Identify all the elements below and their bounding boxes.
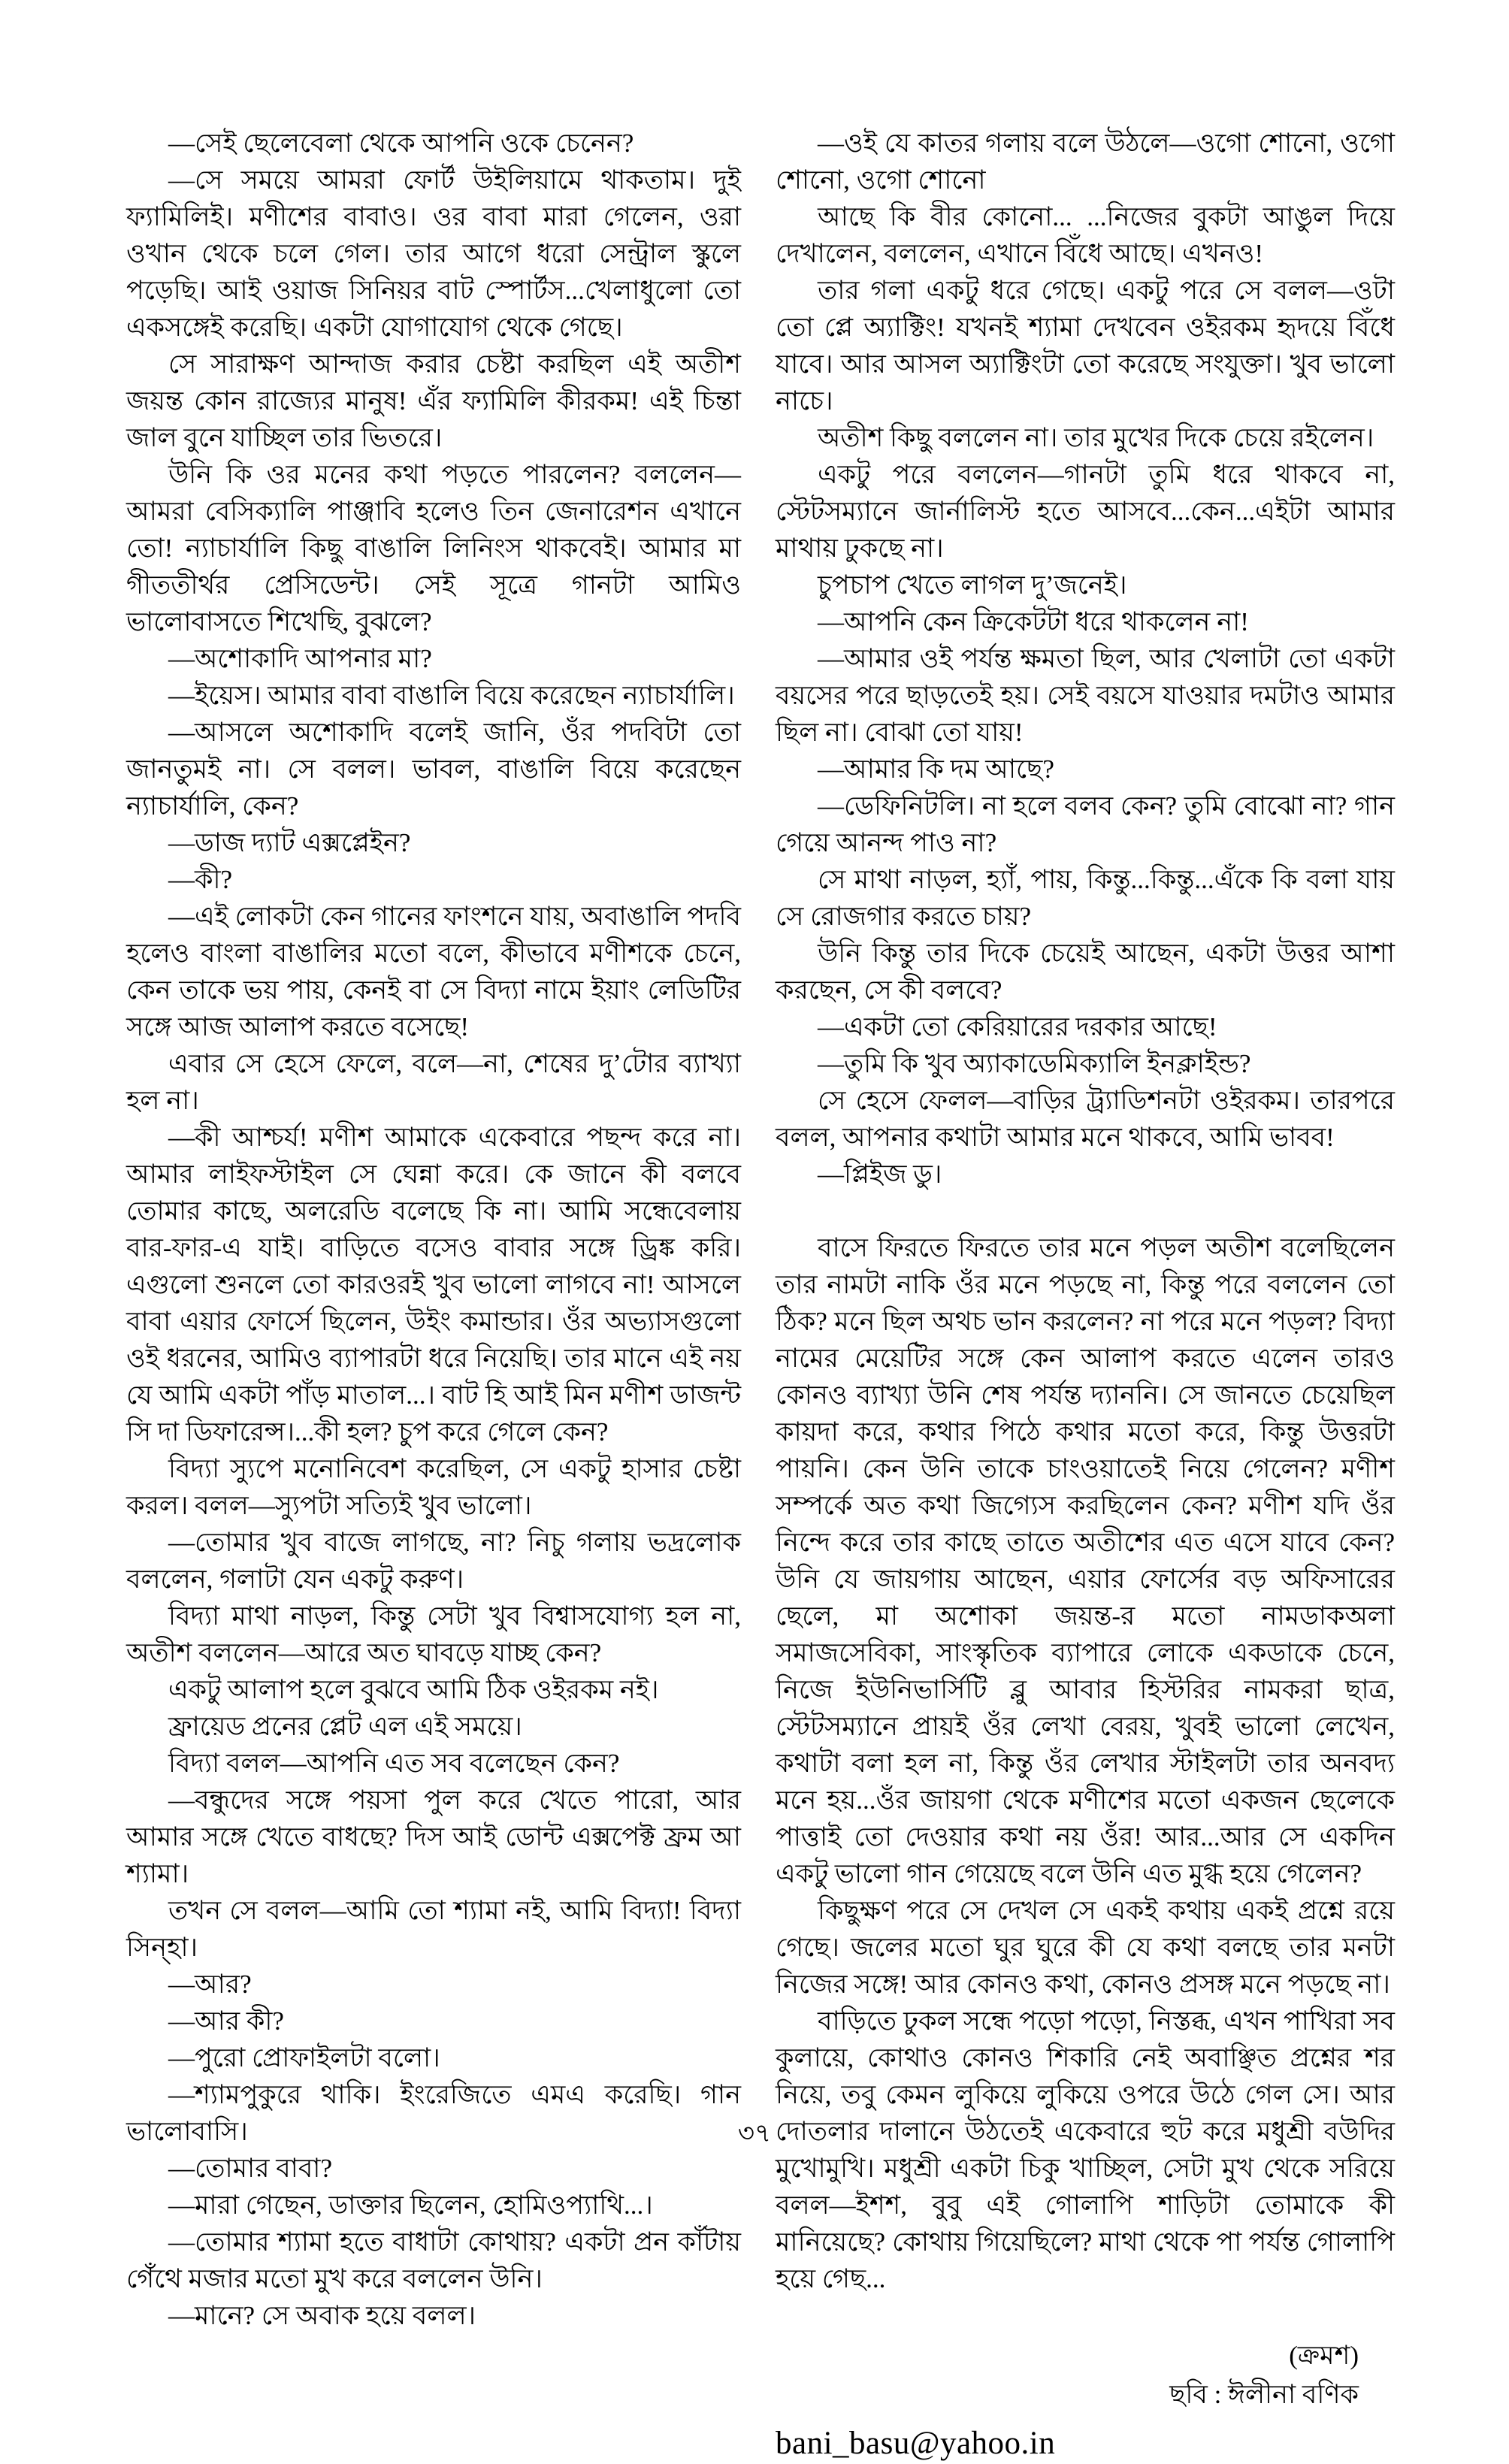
paragraph: —সেই ছেলেবেলা থেকে আপনি ওকে চেনেন? <box>168 128 634 158</box>
credits-block <box>776 2336 1395 2464</box>
paragraph: —মানে? সে অবাক হয়ে বলল। <box>168 2301 476 2330</box>
paragraph: —আপনি কেন ক্রিকেটটা ধরে থাকলেন না! <box>818 607 1249 636</box>
paragraph: —ডেফিনিটলি। না হলে বলব কেন? তুমি বোঝো না? গান গেয়ে আনন্দ পাও না? <box>776 791 1395 857</box>
paragraph: —এই লোকটা কেন গানের ফাংশনে যায়, অবাঙালি পদবি হলেও বাংলা বাঙালির মতো বলে, কীভাবে মণীশকে চেনে, কেন তাকে ভয় পায়, কেনই বা সে বিদ্যা নামে ইয়াং লেডিটির সঙ্গে আজ আলাপ করতে বসেছে! <box>126 902 741 1042</box>
story-column-right-text <box>776 125 1395 2297</box>
paragraph: —শ্যামপুকুরে থাকি। ইংরেজিতে এমএ করেছি। গান ভালোবাসি। <box>126 2080 741 2146</box>
paragraph: ফ্রায়েড প্রনের প্লেট এল এই সময়ে। <box>168 1712 522 1741</box>
author-email-text: bani_basu@yahoo.in <box>776 2426 1056 2461</box>
paragraph: —অশোকাদি আপনার মা? <box>168 644 432 673</box>
paragraph: —আর কী? <box>168 2006 284 2036</box>
story-column-left <box>126 125 741 2334</box>
paragraph: বিদ্যা বলল—আপনি এত সব বলেছেন কেন? <box>168 1749 620 1778</box>
paragraph: —একটা তো কেরিয়ারের দরকার আছে! <box>818 1012 1217 1042</box>
paragraph: উনি কিন্তু তার দিকে চেয়েই আছেন, একটা উত্তর আশা করছেন, সে কী বলবে? <box>776 939 1395 1005</box>
paragraph: —কী আশ্চর্য! মণীশ আমাকে একেবারে পছন্দ করে না। আমার লাইফস্টাইল সে ঘেন্না করে। কে জানে কী বলবে তোমার কাছে, অলরেডি বলেছে কি না। আমি সন্ধেবেলায় বার-ফার-এ যাই। বাড়িতে বসেও বাবার সঙ্গে ড্রিঙ্ক করি। এগুলো শুনলে তো কারওরই খুব ভালো লাগবে না! আসলে বাবা এয়ার ফোর্সে ছিলেন, উইং কমান্ডার। ওঁর অভ্যাসগুলো ওই ধরনের, আমিও ব্যাপারটা ধরে নিয়েছি। তার মানে এই নয় যে আমি একটা পাঁড় মাতাল...। বাট হি আই মিন মণীশ ডাজন্ট সি দা ডিফারেন্স।...কী হল? চুপ করে গেলে কেন? <box>126 1123 741 1447</box>
paragraph: চুপচাপ খেতে লাগল দু’জনেই। <box>818 570 1127 600</box>
paragraph: বাসে ফিরতে ফিরতে তার মনে পড়ল অতীশ বলেছিলেন তার নামটা নাকি ওঁর মনে পড়ছে না, কিন্তু পরে বললেন তো ঠিক? মনে ছিল অথচ ভান করলেন? না পরে মনে পড়ল? বিদ্যা নামের মেয়েটির সঙ্গে কেন আলাপ করতে এলেন তারও কোনও ব্যাখ্যা উনি শেষ পর্যন্ত দ্যাননি। সে জানতে চেয়েছিল কায়দা করে, কথার পিঠে কথার মতো করে, কিন্তু উত্তরটা পায়নি। কেন উনি তাকে চাংওয়াতেই নিয়ে গেলেন? মণীশ সম্পর্কে অত কথা জিগ্যেস করছিলেন কেন? মণীশ যদি ওঁর নিন্দে করে তার কাছে তাতে অতীশের এত এসে যাবে কেন? উনি যে জায়গায় আছেন, এয়ার ফোর্সের বড় অফিসারের ছেলে, মা অশোকা জয়ন্ত-র মতো নামডাকঅলা সমাজসেবিকা, সাংস্কৃতিক ব্যাপারে লোকে একডাকে চেনে, নিজে ইউনিভার্সিটি ব্লু আবার হিস্টরির নামকরা ছাত্র, স্টেটসম্যানে প্রায়ই ওঁর লেখা বেরয়, খুবই ভালো লেখেন, কথাটা বলা হল না, কিন্তু ওঁর লেখার স্টাইলটা তার অনবদ্য মনে হয়...ওঁর জায়গা থেকে মণীশের মতো একজন ছেলেকে পাত্তাই তো দেওয়ার কথা নয় ওঁর! আর...আর সে একদিন একটু ভালো গান গেয়েছে বলে উনি এত মুগ্ধ হয়ে গেলেন? <box>776 1233 1395 1888</box>
paragraph: —তোমার খুব বাজে লাগছে, না? নিচু গলায় ভদ্রলোক বললেন, গলাটা যেন একটু করুণ। <box>126 1528 741 1594</box>
paragraph: —প্লিইজ ডু। <box>818 1159 942 1189</box>
paragraph: কিছুক্ষণ পরে সে দেখল সে একই কথায় একই প্রশ্নে রয়ে গেছে। জলের মতো ঘুর ঘুরে কী যে কথা বলছে তার মনটা নিজের সঙ্গে! আর কোনও কথা, কোনও প্রসঙ্গ মনে পড়ছে না। <box>776 1896 1395 1999</box>
paragraph: বিদ্যা মাথা নাড়ল, কিন্তু সেটা খুব বিশ্বাসযোগ্য হল না, অতীশ বললেন—আরে অত ঘাবড়ে যাচ্ছ কেন? <box>126 1601 741 1667</box>
paragraph: তার গলা একটু ধরে গেছে। একটু পরে সে বলল—ওটা তো প্লে অ্যাক্টিং! যখনই শ্যামা দেখবেন ওইরকম হৃদয়ে বিঁধে যাবে। আর আসল অ্যাক্টিংটা তো করেছে সংযুক্তা। খুব ভালো নাচে। <box>776 276 1395 416</box>
paragraph: —তোমার শ্যামা হতে বাধাটা কোথায়? একটা প্রন কাঁটায় গেঁথে মজার মতো মুখ করে বললেন উনি। <box>126 2227 741 2293</box>
paragraph: বাড়িতে ঢুকল সন্ধে পড়ো পড়ো, নিস্তব্ধ, এখন পাখিরা সব কুলায়ে, কোথাও কোনও শিকারি নেই অবাঞ্ছিত প্রশ্নের শর নিয়ে, তবু কেমন লুকিয়ে লুকিয়ে ওপরে উঠে গেল সে। আর দোতলার দালানে উঠতেই একেবারে হুট করে মধুশ্রী বউদির মুখোমুখি। মধুশ্রী একটা চিকু খাচ্ছিল, সেটা মুখ থেকে সরিয়ে বলল—ইশশ, বুবু এই গোলাপি শাড়িটা তোমাকে কী মানিয়েছে? কোথায় গিয়েছিলে? মাথা থেকে পা পর্যন্ত গোলাপি হয়ে গেছ... <box>776 2006 1395 2293</box>
photo-credit: ছবি : ঈলীনা বণিক <box>1169 2380 1359 2409</box>
to-be-continued-note: (ক্রমশ) <box>1289 2341 1359 2370</box>
paragraph: —ওই যে কাতর গলায় বলে উঠলে—ওগো শোনো, ওগো শোনো, ওগো শোনো <box>776 128 1395 195</box>
paragraph: —আমার কি দম আছে? <box>818 754 1054 784</box>
paragraph: সে হেসে ফেলল—বাড়ির ট্র্যাডিশনটা ওইরকম। তারপরে বলল, আপনার কথাটা আমার মনে থাকবে, আমি ভাবব! <box>776 1086 1395 1152</box>
paragraph: —মারা গেছেন, ডাক্তার ছিলেন, হোমিওপ্যাথি...। <box>168 2190 653 2220</box>
paragraph: —আসলে অশোকাদি বলেই জানি, ওঁর পদবিটা তো জানতুমই না। সে বলল। ভাবল, বাঙালি বিয়ে করেছেন ন্যাচার্যালি, কেন? <box>126 718 741 821</box>
paragraph: এবার সে হেসে ফেলে, বলে—না, শেষের দু’টোর ব্যাখ্যা হল না। <box>126 1049 741 1115</box>
paragraph: একটু পরে বললেন—গানটা তুমি ধরে থাকবে না, স্টেটসম্যানে জার্নালিস্ট হতে আসবে...কেন...এইটা আমার মাথায় ঢুকছে না। <box>776 460 1395 563</box>
paragraph: —তুমি কি খুব অ্যাকাডেমিক্যালি ইনক্লাইন্ড? <box>818 1049 1251 1078</box>
paragraph: —ইয়েস। আমার বাবা বাঙালি বিয়ে করেছেন ন্যাচার্যালি। <box>168 681 735 710</box>
paragraph: —ডাজ দ্যাট এক্সপ্লেইন? <box>168 828 411 857</box>
paragraph: —আমার ওই পর্যন্ত ক্ষমতা ছিল, আর খেলাটা তো একটা বয়সের পরে ছাড়তেই হয়। সেই বয়সে যাওয়ার দমটাও আমার ছিল না। বোঝা তো যায়! <box>776 644 1395 747</box>
paragraph: বিদ্যা স্যুপে মনোনিবেশ করেছিল, সে একটু হাসার চেষ্টা করল। বলল—স্যুপটা সত্যিই খুব ভালো। <box>126 1454 741 1520</box>
paragraph: —সে সময়ে আমরা ফোর্ট উইলিয়ামে থাকতাম। দুই ফ্যামিলিই। মণীশের বাবাও। ওর বাবা মারা গেলেন, ওরা ওখান থেকে চলে গেল। তার আগে ধরো সেন্ট্রাল স্কুলে পড়েছি। আই ওয়াজ সিনিয়র বাট স্পোর্টস...খেলাধুলো তো একসঙ্গেই করেছি। একটা যোগাযোগ থেকে গেছে। <box>126 165 741 342</box>
paragraph: আছে কি বীর কোনো... ...নিজের বুকটা আঙুল দিয়ে দেখালেন, বললেন, এখানে বিঁধে আছে। এখনও! <box>776 202 1395 268</box>
page-number: ৩৭ <box>737 2120 772 2148</box>
paragraph: তখন সে বলল—আমি তো শ্যামা নই, আমি বিদ্যা! বিদ্যা সিন্হা। <box>126 1896 741 1962</box>
paragraph: সে মাথা নাড়ল, হ্যাঁ, পায়, কিন্তু...কিন্তু...এঁকে কি বলা যায় সে রোজগার করতে চায়? <box>776 865 1395 931</box>
story-column-right <box>776 125 1395 2464</box>
paragraph: —তোমার বাবা? <box>168 2154 332 2183</box>
paragraph: —আর? <box>168 1970 252 1999</box>
paragraph: একটু আলাপ হলে বুঝবে আমি ঠিক ওইরকম নই। <box>168 1675 659 1704</box>
paragraph: —বন্ধুদের সঙ্গে পয়সা পুল করে খেতে পারো, আর আমার সঙ্গে খেতে বাধছে? দিস আই ডোন্ট এক্সপেক্ট ফ্রম আ শ্যামা। <box>126 1785 741 1888</box>
paragraph: —কী? <box>168 865 233 894</box>
paragraph: উনি কি ওর মনের কথা পড়তে পারলেন? বললেন—আমরা বেসিক্যালি পাঞ্জাবি হলেও তিন জেনারেশন এখানে তো! ন্যাচার্যালি কিছু বাঙালি লিনিংস থাকবেই। আমার মা গীততীর্থর প্রেসিডেন্ট। সেই সূত্রে গানটা আমিও ভালোবাসতে শিখেছি, বুঝলে? <box>126 460 741 636</box>
paragraph: —পুরো প্রোফাইলটা বলো। <box>168 2043 440 2072</box>
paragraph: অতীশ কিছু বললেন না। তার মুখের দিকে চেয়ে রইলেন। <box>818 423 1374 452</box>
paragraph: সে সারাক্ষণ আন্দাজ করার চেষ্টা করছিল এই অতীশ জয়ন্ত কোন রাজ্যের মানুষ! এঁর ফ্যামিলি কীরকম! এই চিন্তা জাল বুনে যাচ্ছিল তার ভিতরে। <box>126 349 741 452</box>
